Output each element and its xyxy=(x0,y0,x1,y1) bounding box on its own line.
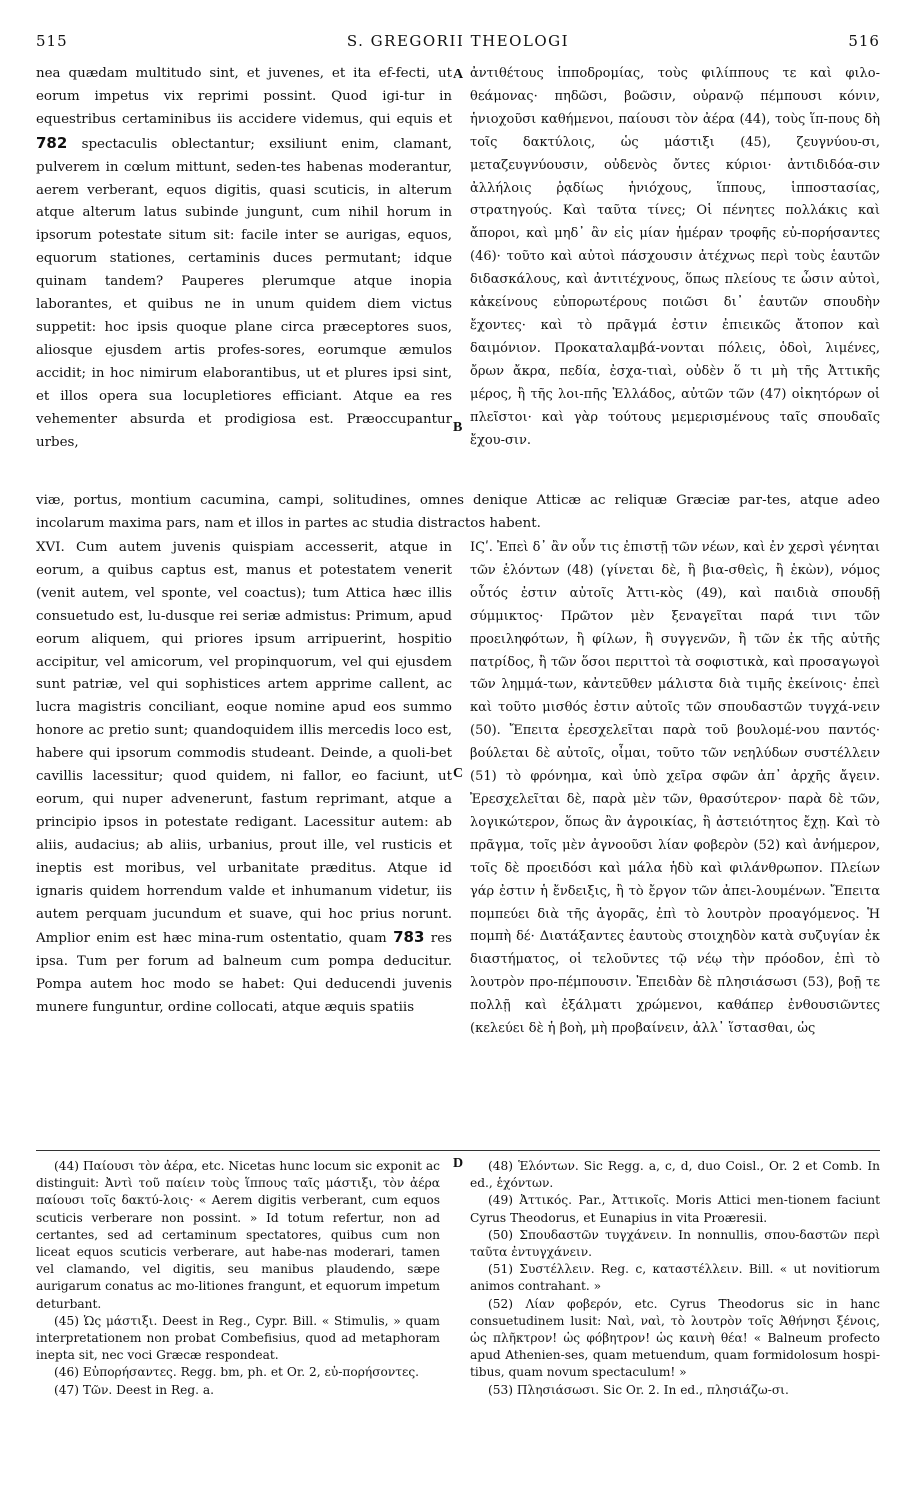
footnote: (49) Ἀττικός. Par., Ἀττικοῖς. Moris Attici men-tionem faciunt Cyrus Theodorus, et Eunapius in vita Proæresii. xyxy=(470,1193,880,1225)
footnote-divider xyxy=(36,1150,880,1151)
latin-text-part: nea quædam multitudo sint, et juvenes, et ita ef-fecti, ut eorum impetus vix reprimi possint. Quod igi-tur in equestribus certaminibus iis accidere videmus, qui equis et xyxy=(36,66,452,127)
latin-text-part: spectaculis oblectantur; exsiliunt enim, clamant, pulverem in cœlum mittunt, seden-tes habenas moderantur, aerem verberant, equos digitis, quasi scuticis, in alterum atque alterum latus subinde jungunt, cum nihil horum in ipsorum potestate situm sit: facile inter se aurigas, equos, equorum stationes, certaminis duces permutant; idque quinam tandem? Pauperes plerumque atque inopia laborantes, et quibus ne in unum quidem diem victus suppetit: hoc ipsis quoque plane circa præceptores suos, aliosque ejusdem artis profes-sores, eorumque æmulos accidit; in hoc nimirum elaborantibus, ut et plures ipsi sint, et illos opera sua locupletiores efficiant. Atque ea res vehementer absurda et prodigiosa est. Præoccupantur urbes, xyxy=(36,136,452,450)
latin-paragraph-continuation: viæ, portus, montium cacumina, campi, solitudines, omnes denique Atticæ ac reliquæ Græciæ par-tes, atque adeo incolarum maxima pars, nam et illos in partes ac studia distractos habent. xyxy=(36,493,880,531)
section-marker-c: C xyxy=(453,766,464,781)
footnote: (48) Ἑλόντων. Sic Regg. a, c, d, duo Coisl., Or. 2 et Comb. In ed., ἑχόντων. xyxy=(470,1159,880,1191)
footnotes-left xyxy=(36,1158,440,1399)
greek-paragraph: ἀντιθέτους ἱπποδρομίας, τοὺς φιλίππους τε καὶ φιλο-θεάμονας· πηδῶσι, βοῶσιν, οὐρανῷ πέμπουσι κόνιν, ἡνιοχοῦσι καθήμενοι, παίουσι τὸν ἀέρα (44), τοὺς ἵπ-πους δὴ τοῖς δακτύλοις, ὡς μάστιξι (45), ζευγνύου-σι, μεταζευγνύουσιν, οὐδενὸς ὄντες κύριοι· ἀντιδιδόα-σιν ἀλλήλοις ῥᾳδίως ἡνιόχους, ἵππους, ἱπποστασίας, στρατηγούς. Καὶ ταῦτα τίνες; Οἱ πένητες πολλάκις καὶ ἄποροι, καὶ μηδ᾽ ἂν εἰς μίαν ἡμέραν τροφῆς εὐ-πορήσαντες (46)· τοῦτο καὶ αὐτοὶ πάσχουσιν ἀτέχνως περὶ τοὺς ἑαυτῶν διδασκάλους, καὶ ἀντιτέχνους, ὅπως πλείους τε ὦσιν αὐτοὶ, κἀκείνους εὐπορωτέρους ποιῶσι δι᾽ ἑαυτῶν σπουδὴν ἔχοντες· καὶ τὸ πρᾶγμά ἐστιν ἐπιεικῶς ἄτοπον καὶ δαιμόνιον. Προκαταλαμβά-νονται πόλεις, ὁδοὶ, λιμένες, ὄρων ἄκρα, πεδία, ἐσχα-τιαὶ, οὐδὲν ὅ τι μὴ τῆς Ἀττικῆς μέρος, ἢ τῆς λοι-πῆς Ἑλλάδος, αὐτῶν τῶν (47) οἰκητόρων οἱ πλεῖστοι· καὶ γὰρ τούτους μεμερισμένους ταῖς σπουδαῖς ἔχου-σιν. xyxy=(470,66,880,448)
footnote: (47) Τῶν. Deest in Reg. a. xyxy=(54,1382,215,1397)
latin-text-part: res ipsa. Tum per forum ad balneum cum pompa deducitur. Pompa autem hoc modo se habet: Qui deducendi juvenis munere funguntur, ordine collocati, atque æquis spatiis xyxy=(36,931,452,1016)
latin-column-section-xvi xyxy=(36,537,452,1020)
section-marker-b: B xyxy=(453,420,463,435)
greek-column-top xyxy=(470,63,880,452)
footnote: (52) Λίαν φοβερόν, etc. Cyrus Theodorus sic in hanc consuetudinem lusit: Ναὶ, ναὶ, τὸ λουτρὸν τοῖς Ἀθήνησι ξένοις, ὡς πλῆκτρον! ὡς φόβητρον! ὡς καινὴ θέα! « Balneum profecto apud Athenien-ses, quam metuendum, quam formidolosum hospi-tibus, quam novum spectaculum! » xyxy=(470,1296,880,1380)
running-title: S. GREGORII THEOLOGI xyxy=(346,32,570,50)
left-page-number: 515 xyxy=(36,32,68,50)
footnote: (44) Παίουσι τὸν ἀέρα, etc. Nicetas hunc locum sic exponit ac distinguit: Ἀντὶ τοῦ παίειν τοὺς ἵππους ταῖς μάστιξι, τὸν ἀέρα παίουσι τοῖς δακτύ-λοις· « Aerem digitis verberant, cum equos scuticis verberare non possint. » Id totum refertur, non ad certantes, sed ad certaminum spectatores, quibus cum non liceat equos scuticis verberare, aut habe-nas moderari, tamen vel clamando, vel digitis, seu manibus plaudendo, sæpe aurigarum conatus ac mo-litiones frangunt, et equorum impetum deturbant. xyxy=(36,1159,440,1311)
column-number: 783 xyxy=(393,928,425,947)
latin-text-part: XVI. Cum autem juvenis quispiam accesserit, atque in eorum, a quibus captus est, manus et potestatem venerit (venit autem, vel sponte, vel coactus); tum Attica hæc illis consuetudo est, lu-dusque rei seriæ admistus: Primum, apud eorum aliquem, qui priores ipsum arripuerint, hospitio accipitur, vel amicorum, vel propinquorum, vel qui ejusdem sunt patriæ, vel qui sophistices artem apprime callent, ac lucra magistris conciliant, eoque nomine apud eos summo honore ac pretio sunt; quandoquidem illis mercedis loco est, habere qui ipsorum commodis studeant. Deinde, a quoli-bet cavillis lacessitur; quod quidem, ni fallor, eo faciunt, ut eorum, qui nuper advenerunt, fastum reprimant, atque a principio ipsos in potestate redigant. Lacessitur autem: ab aliis, audacius; ab aliis, urbanius, prout ille, vel rusticis et ineptis est moribus, vel urbanitate præditus. Atque id ignaris quidem horrendum valde et inhumanum videtur, iis autem perquam jucundum et suave, qui hoc prius norunt. Amplior enim est hæc mina-rum ostentatio, quam xyxy=(36,540,452,947)
latin-full-width-lines xyxy=(36,490,880,536)
section-marker-d: D xyxy=(453,1156,464,1171)
latin-paragraph xyxy=(36,63,452,454)
page-header xyxy=(36,32,880,58)
latin-paragraph xyxy=(36,537,452,1020)
footnote: (51) Συστέλλειν. Reg. c, καταστέλλειν. Bill. « ut novitiorum animos contrahant. » xyxy=(470,1262,880,1294)
greek-column-section-16 xyxy=(470,537,880,1041)
footnote: (45) Ὡς μάστιξι. Deest in Reg., Cypr. Bill. « Stimulis, » quam interpretationem non probat Combefisius, quod ad metaphoram inepta sit, nec voci Græcæ respondeat. xyxy=(36,1313,440,1363)
footnote: (53) Πλησιάσωσι. Sic Or. 2. In ed., πλησιάζω-σι. xyxy=(488,1382,789,1397)
footnote: (46) Εὐπορήσαντες. Regg. bm, ph. et Or. 2, εὐ-πορήσοντες. xyxy=(54,1365,420,1380)
column-number: 782 xyxy=(36,133,68,152)
footnotes-right xyxy=(470,1158,880,1399)
right-page-number: 516 xyxy=(848,32,880,50)
footnote: (50) Σπουδαστῶν τυγχάνειν. In nonnullis, σπου-δαστῶν περὶ ταῦτα ἐντυγχάνειν. xyxy=(470,1227,880,1260)
section-marker-a: A xyxy=(453,67,464,82)
greek-paragraph: ΙϚʹ. Ἐπεὶ δ᾽ ἂν οὖν τις ἐπιστῇ τῶν νέων, καὶ ἐν χερσὶ γένηται τῶν ἑλόντων (48) (γίνεται δὲ, ἢ βια-σθεὶς, ἢ ἑκὼν), νόμος οὗτός ἐστιν αὐτοῖς Ἀττι-κὸς (49), καὶ παιδιὰ σπουδῇ σύμμικτος· Πρῶτον μὲν ξεναγεῖται παρά τινι τῶν προειληφότων, ἢ φίλων, ἢ συγγενῶν, ἢ τῶν ἐκ τῆς αὐτῆς πατρίδος, ἢ τῶν ὅσοι περιττοὶ τὰ σοφιστικὰ, καὶ προσαγωγοὶ τῶν λημμά-των, κἀντεῦθεν μάλιστα διὰ τιμῆς ἐκείνοις· ἐπεὶ καὶ τοῦτο μισθός ἐστιν αὐτοῖς τῶν σπουδαστῶν τυγχά-νειν (50). Ἔπειτα ἐρεσχελεῖται παρὰ τοῦ βουλομέ-νου παντός· βούλεται δὲ αὐτοῖς, οἶμαι, τοῦτο τῶν νεηλύδων συστέλλειν (51) τὸ φρόνημα, καὶ ὑπὸ χεῖρα σφῶν ἀπ᾽ ἀρχῆς ἄγειν. Ἐρεσχελεῖται δὲ, παρὰ μὲν τῶν, θρασύτερον· παρὰ δὲ τῶν, λογικώτερον, ὅπως ἂν ἀγροικίας, ἢ ἀστειότητος ἔχῃ. Καὶ τὸ πρᾶγμα, τοῖς μὲν ἀγνοοῦσι λίαν φοβερὸν (52) καὶ ἀνήμερον, τοῖς δὲ προειδόσι καὶ μάλα ἡδὺ καὶ φιλάνθρωπον. Πλείων γάρ ἐστιν ἡ ἔνδειξις, ἢ τὸ ἔργον τῶν ἀπει-λουμένων. Ἔπειτα πομπεύει διὰ τῆς ἀγορᾶς, ἐπὶ τὸ λουτρὸν προαγόμενος. Ἡ πομπὴ δέ· Διατάξαντες ἑαυτοὺς στοιχηδὸν κατὰ συζυγίαν ἐκ διαστήματος, οἱ τελοῦντες τῷ νέῳ τὴν πρόοδον, ἐπὶ τὸ λουτρὸν προ-πέμπουσιν. Ἐπειδὰν δὲ πλησιάσωσι (53), βοῇ τε πολλῇ καὶ ἐξάλματι χρώμενοι, καθάπερ ἐνθουσιῶντες (κελεύει δὲ ἡ βοὴ, μὴ προβαίνειν, ἀλλ᾽ ἵστασθαι, ὡς xyxy=(470,540,880,1037)
latin-column-top xyxy=(36,63,452,454)
